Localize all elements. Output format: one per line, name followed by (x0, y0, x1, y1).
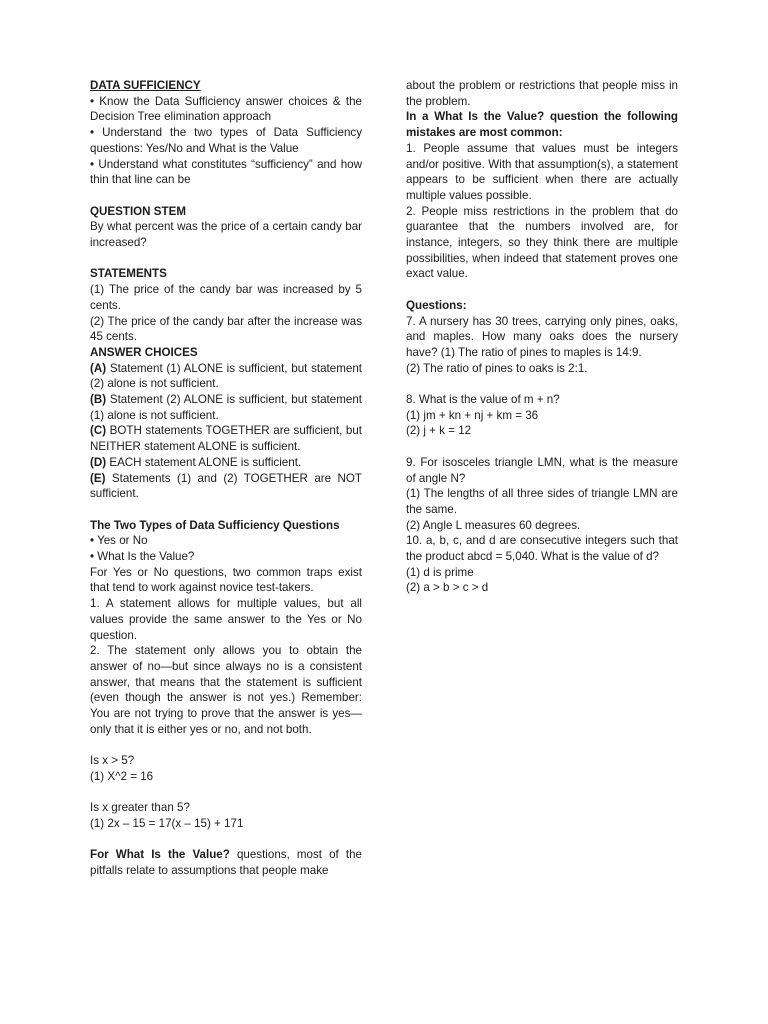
trap-item: 1. A statement allows for multiple values, but all values provide the same answer to the Yes or No question. (90, 597, 362, 642)
example-statement: (1) 2x – 15 = 17(x – 15) + 171 (90, 816, 244, 830)
document-title: DATA SUFFICIENCY (90, 79, 201, 92)
question-8-statement: (2) j + k = 12 (406, 424, 472, 438)
type-bullet: • What Is the Value? (90, 550, 195, 564)
trap-item: 2. The statement only allows you to obtain the answer of no—but since always no is a consistent answer, that means that the statement is sufficient (even though the answer is not yes.) Remember: You are not trying to prove that the answer is yes—only that it is either yes or no, and not both. (90, 644, 362, 736)
choice-text: BOTH statements TOGETHER are sufficient, but NEITHER statement ALONE is sufficient. (90, 424, 362, 454)
intro-bullet: • Understand what constitutes “sufficiency” and how thin that line can be (90, 157, 362, 187)
question-7-statement: (2) The ratio of pines to oaks is 2:1. (406, 361, 588, 375)
mistakes-heading: In a What Is the Value? question the following mistakes are most common: (406, 110, 678, 140)
choice-text: Statement (1) ALONE is sufficient, but statement (2) alone is not sufficient. (90, 361, 362, 391)
questions-heading: Questions: (406, 298, 467, 312)
two-types-heading: The Two Types of Data Sufficiency Questions (90, 518, 340, 532)
answer-choice (90, 471, 362, 502)
answer-choice (90, 455, 362, 471)
question-stem-heading: QUESTION STEM (90, 204, 186, 218)
value-lead: For What Is the Value? (90, 848, 230, 862)
choice-letter: (C) (90, 424, 107, 438)
value-text: questions, most of the pitfalls relate to assumptions that people make (90, 848, 362, 878)
choice-text: Statements (1) and (2) TOGETHER are NOT sufficient. (90, 471, 362, 501)
question-10-statement: (1) d is prime (406, 565, 474, 579)
intro-bullet: • Know the Data Sufficiency answer choices & the Decision Tree elimination approach (90, 94, 362, 124)
question-9: 9. For isosceles triangle LMN, what is the measure of angle N? (406, 455, 678, 485)
example-question: Is x greater than 5? (90, 801, 190, 815)
left-column (90, 78, 362, 879)
example-statement: (1) X^2 = 16 (90, 769, 154, 783)
statement: (2) The price of the candy bar after the increase was 45 cents. (90, 314, 362, 344)
answer-choices-heading: ANSWER CHOICES (90, 345, 198, 359)
question-7: 7. A nursery has 30 trees, carrying only pines, oaks, and maples. How many oaks does the nursery have? (1) The ratio of pines to maples is 14:9. (406, 314, 678, 359)
question-8: 8. What is the value of m + n? (406, 393, 560, 407)
statements-heading: STATEMENTS (90, 267, 167, 281)
choice-letter: (A) (90, 361, 107, 375)
question-9-statement: (1) The lengths of all three sides of triangle LMN are the same. (406, 487, 678, 516)
answer-choice (90, 392, 362, 423)
right-column (406, 78, 678, 596)
answer-choice (90, 423, 362, 454)
choice-letter: (D) (90, 455, 107, 469)
choice-letter: (E) (90, 471, 106, 485)
example-question: Is x > 5? (90, 754, 135, 768)
mistake-item: 2. People miss restrictions in the problem that do guarantee that the numbers involved are, for instance, integers, so they think there are multiple possibilities, when indeed that statement proves one exact value. (406, 204, 678, 281)
intro-bullet: • Understand the two types of Data Sufficiency questions: Yes/No and What is the Value (90, 126, 362, 155)
question-9-statement: (2) Angle L measures 60 degrees. (406, 518, 581, 532)
answer-choice (90, 361, 362, 392)
statement: (1) The price of the candy bar was increased by 5 cents. (90, 283, 362, 312)
continuation-text: about the problem or restrictions that people miss in the problem. (406, 79, 678, 108)
choice-letter: (B) (90, 393, 107, 407)
value-paragraph (90, 847, 362, 878)
question-10: 10. a, b, c, and d are consecutive integers such that the product abcd = 5,040. What is the value of d? (406, 534, 678, 564)
choice-text: Statement (2) ALONE is sufficient, but statement (1) alone is not sufficient. (90, 393, 362, 422)
type-bullet: • Yes or No (90, 534, 148, 548)
traps-intro: For Yes or No questions, two common traps exist that tend to work against novice test-takers. (90, 565, 362, 595)
question-stem-text: By what percent was the price of a certain candy bar increased? (90, 220, 362, 250)
question-8-statement: (1) jm + kn + nj + km = 36 (406, 408, 539, 422)
question-10-statement: (2) a > b > c > d (406, 581, 489, 595)
mistake-item: 1. People assume that values must be integers and/or positive. With that assumption(s), a statement appears to be sufficient when there are actually multiple values possible. (406, 141, 678, 202)
choice-text: EACH statement ALONE is sufficient. (106, 455, 302, 469)
